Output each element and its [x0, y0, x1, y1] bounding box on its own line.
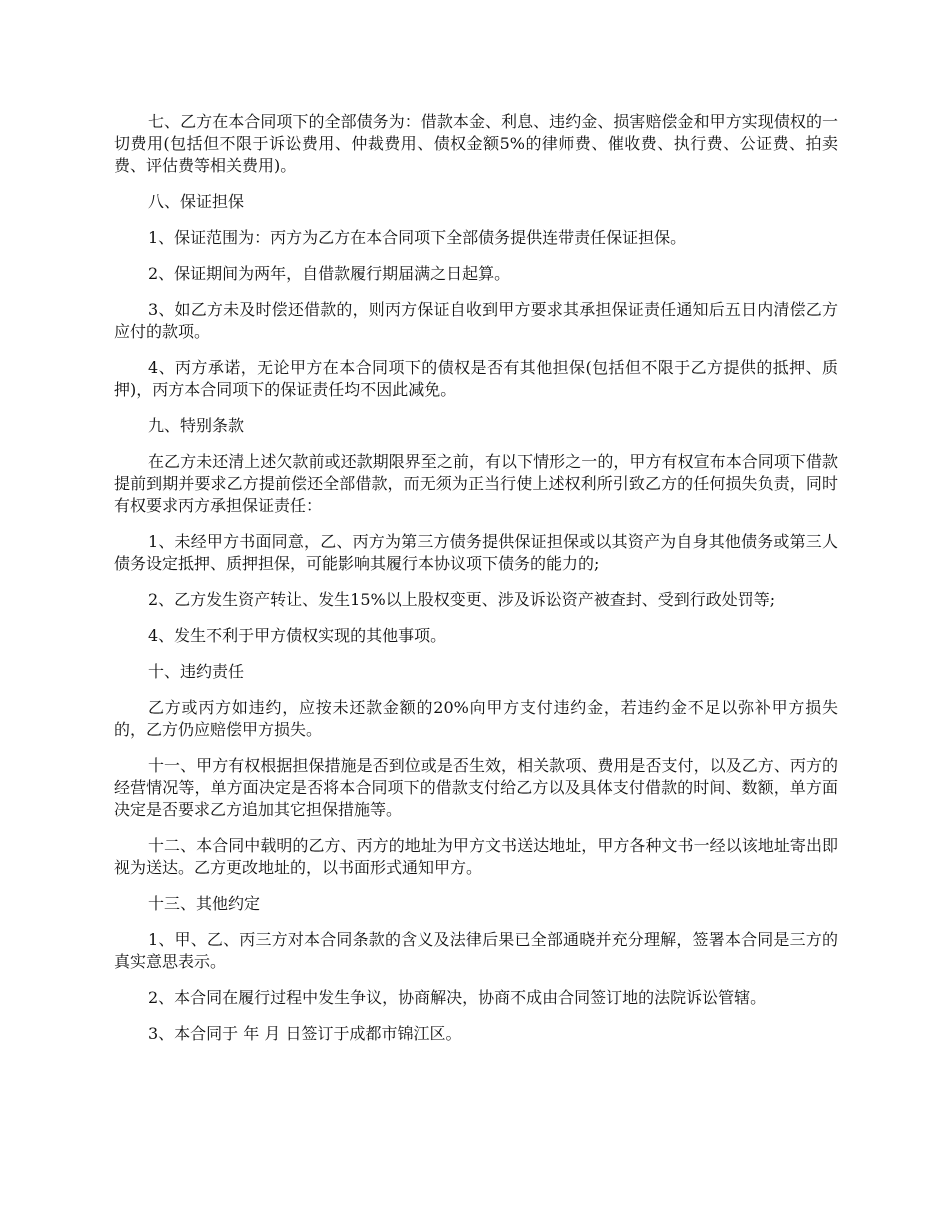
clause-9-1-paragraph: 1、未经甲方书面同意，乙、丙方为第三方债务提供保证担保或以其资产为自身其他债务或第三人债务设定抵押、质押担保，可能影响其履行本协议项下债务的能力的; [114, 532, 838, 573]
clause-13-2-paragraph: 2、本合同在履行过程中发生争议，协商解决，协商不成由合同签订地的法院诉讼管辖。 [148, 988, 767, 1007]
section-13-heading: 十三、其他约定 [148, 894, 261, 913]
clause-8-2-paragraph: 2、保证期间为两年，自借款履行期届满之日起算。 [148, 264, 511, 283]
section-9-heading: 九、特别条款 [148, 416, 245, 435]
document-body [114, 111, 838, 1059]
clause-10-paragraph: 乙方或丙方如违约，应按未还款金额的20%向甲方支付违约金，若违约金不足以弥补甲方损失的，乙方仍应赔偿甲方损失。 [114, 698, 838, 739]
clause-7-paragraph: 七、乙方在本合同项下的全部债务为：借款本金、利息、违约金、损害赔偿金和甲方实现债权的一切费用(包括但不限于诉讼费用、仲裁费用、债权金额5%的律师费、催收费、执行费、公证费、拍卖费、评估费等相关费用)。 [114, 112, 838, 175]
clause-11-paragraph: 十一、甲方有权根据担保措施是否到位或是否生效，相关款项、费用是否支付，以及乙方、丙方的经营情况等，单方面决定是否将本合同项下的借款支付给乙方以及具体支付借款的时间、数额，单方面决定是否要求乙方追加其它担保措施等。 [114, 756, 838, 819]
section-10-heading: 十、违约责任 [148, 662, 245, 681]
clause-9-2-paragraph: 2、乙方发生资产转让、发生15%以上股权变更、涉及诉讼资产被查封、受到行政处罚等; [148, 590, 776, 609]
clause-8-3-paragraph: 3、如乙方未及时偿还借款的，则丙方保证自收到甲方要求其承担保证责任通知后五日内清偿乙方应付的款项。 [114, 300, 838, 341]
clause-13-1-paragraph: 1、甲、乙、丙三方对本合同条款的含义及法律后果已全部通晓并充分理解，签署本合同是三方的真实意思表示。 [114, 930, 838, 971]
section-8-heading: 八、保证担保 [148, 192, 245, 211]
clause-13-3-paragraph: 3、本合同于 年 月 日签订于成都市锦江区。 [148, 1024, 462, 1043]
clause-9-4-paragraph: 4、发生不利于甲方债权实现的其他事项。 [148, 626, 447, 645]
clause-8-4-paragraph: 4、丙方承诺，无论甲方在本合同项下的债权是否有其他担保(包括但不限于乙方提供的抵押、质押)，丙方本合同项下的保证责任均不因此减免。 [114, 358, 838, 399]
clause-8-1-paragraph: 1、保证范围为：丙方为乙方在本合同项下全部债务提供连带责任保证担保。 [148, 228, 687, 247]
clause-9-intro-paragraph: 在乙方未还清上述欠款前或还款期限界至之前，有以下情形之一的，甲方有权宣布本合同项下借款提前到期并要求乙方提前偿还全部借款，而无须为正当行使上述权利所引致乙方的任何损失负责，同时有权要求丙方承担保证责任： [114, 452, 838, 515]
clause-12-paragraph: 十二、本合同中载明的乙方、丙方的地址为甲方文书送达地址，甲方各种文书一经以该地址寄出即视为送达。乙方更改地址的，以书面形式通知甲方。 [114, 836, 838, 877]
